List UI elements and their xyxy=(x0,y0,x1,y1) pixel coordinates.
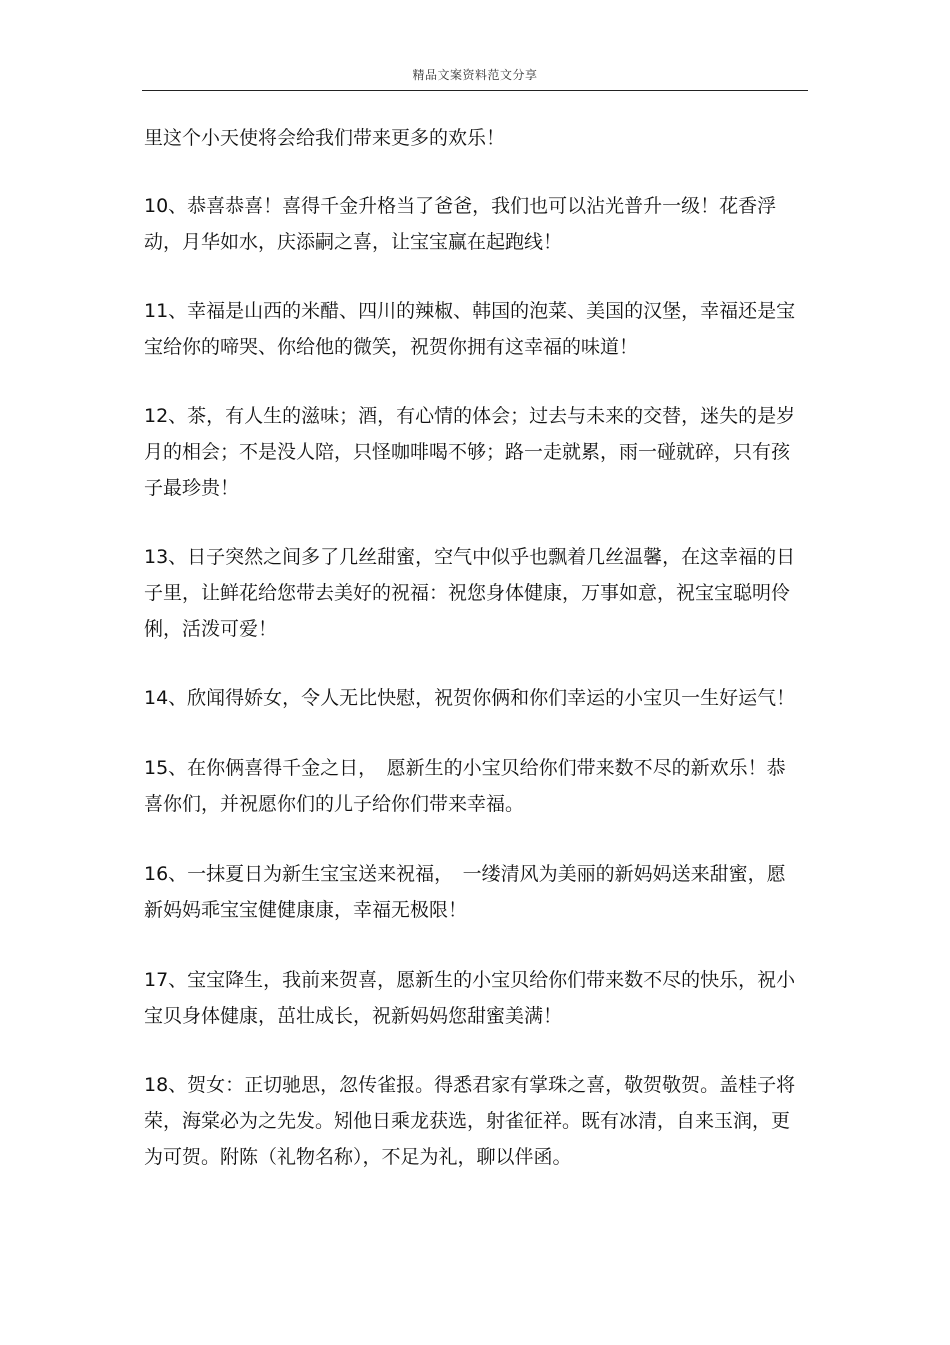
paragraph-13: 13、日子突然之间多了几丝甜蜜，空气中似乎也飘着几丝温馨，在这幸福的日子里，让鲜花给您带去美好的祝福：祝您身体健康，万事如意，祝宝宝聪明伶俐，活泼可爱！ xyxy=(144,546,796,640)
paragraph-17: 17、宝宝降生，我前来贺喜，愿新生的小宝贝给你们带来数不尽的快乐，祝小宝贝身体健康，茁壮成长，祝新妈妈您甜蜜美满！ xyxy=(144,969,796,1027)
paragraph-14: 14、欣闻得娇女，令人无比快慰，祝贺你俩和你们幸运的小宝贝一生好运气！ xyxy=(144,687,796,709)
paragraph-15: 15、在你俩喜得千金之日， 愿新生的小宝贝给你们带来数不尽的新欢乐！恭喜你们，并祝愿你们的儿子给你们带来幸福。 xyxy=(144,757,786,815)
header-divider xyxy=(142,90,808,91)
paragraph-18: 18、贺女：正切驰思，忽传雀报。得悉君家有掌珠之喜，敬贺敬贺。盖桂子将荣，海棠必为之先发。矧他日乘龙获选，射雀征祥。既有冰清，自来玉润，更为可贺。附陈（礼物名称），不足为礼，聊以伴函。 xyxy=(144,1074,796,1168)
page-header-title: 精品文案资料范文分享 xyxy=(412,68,538,82)
paragraph-10: 10、恭喜恭喜！喜得千金升格当了爸爸，我们也可以沾光普升一级！花香浮动，月华如水，庆添嗣之喜，让宝宝赢在起跑线！ xyxy=(144,195,777,253)
paragraph-12: 12、茶，有人生的滋味；酒，有心情的体会；过去与未来的交替，迷失的是岁月的相会；不是没人陪，只怪咖啡喝不够；路一走就累，雨一碰就碎，只有孩子最珍贵！ xyxy=(144,405,796,499)
paragraph-11: 11、幸福是山西的米醋、四川的辣椒、韩国的泡菜、美国的汉堡，幸福还是宝宝给你的啼哭、你给他的微笑，祝贺你拥有这幸福的味道！ xyxy=(144,300,796,358)
paragraph-continuation: 里这个小天使将会给我们带来更多的欢乐！ xyxy=(144,127,506,149)
paragraph-16: 16、一抹夏日为新生宝宝送来祝福， 一缕清风为美丽的新妈妈送来甜蜜，愿新妈妈乖宝宝健健康康，幸福无极限！ xyxy=(144,863,786,921)
document-body xyxy=(144,120,804,1175)
